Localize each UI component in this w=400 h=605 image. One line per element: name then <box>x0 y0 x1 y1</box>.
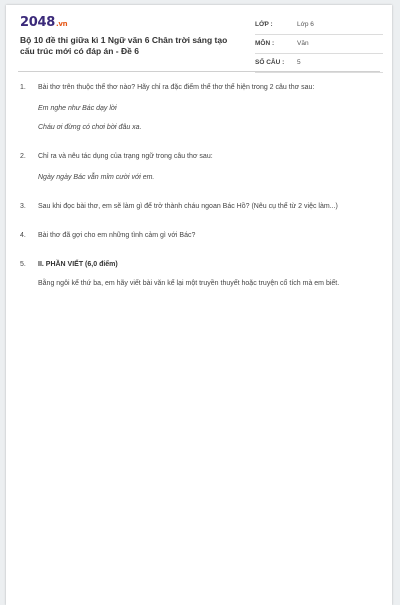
document-meta <box>255 17 383 74</box>
verse-line: Ngày ngày Bác vẫn mỉm cười với em. <box>38 174 155 181</box>
site-logo[interactable] <box>20 15 67 30</box>
question-number: 4. <box>20 232 26 239</box>
meta-label: MÔN : <box>255 40 275 47</box>
question-item <box>20 83 370 132</box>
question-text: Chỉ ra và nêu tác dụng của trạng ngữ trong câu thơ sau: <box>38 153 213 160</box>
meta-row-class <box>255 17 383 35</box>
document-title: Bộ 10 đề thi giữa kì 1 Ngữ văn 6 Chân trời sáng tạo cấu trúc mới có đáp án - Đề 6 <box>20 35 228 56</box>
meta-value: Văn <box>297 40 309 47</box>
question-item <box>20 231 370 240</box>
question-number: 2. <box>20 153 26 160</box>
meta-row-subject <box>255 36 383 54</box>
document-header <box>20 15 380 71</box>
document-page <box>6 5 392 605</box>
section-heading: II. PHẦN VIẾT (6,0 điểm) <box>38 261 118 268</box>
question-text: Bài thơ trên thuộc thể thơ nào? Hãy chỉ ra đặc điểm thể thơ thể hiện trong 2 câu thơ sau: <box>38 84 315 91</box>
question-number: 1. <box>20 84 26 91</box>
question-list <box>20 83 370 309</box>
question-body: Bằng ngôi kể thứ ba, em hãy viết bài văn kể lại một truyền thuyết hoặc truyện cổ tích mà em biết. <box>38 280 340 287</box>
question-item <box>20 152 370 182</box>
question-text: Sau khi đọc bài thơ, em sẽ làm gì để trở thành cháu ngoan Bác Hồ? (Nêu cụ thể từ 2 việc làm...) <box>38 203 338 210</box>
question-item <box>20 202 370 211</box>
question-number: 3. <box>20 203 26 210</box>
verse-line: Cháu ơi đừng có chơi bời đâu xa. <box>38 124 142 131</box>
logo-tld-text: .vn <box>55 20 68 28</box>
meta-label: LỚP : <box>255 21 273 28</box>
meta-value: 5 <box>297 59 301 66</box>
header-divider <box>18 71 380 72</box>
question-text: Bài thơ đã gợi cho em những tình cảm gì với Bác? <box>38 232 196 239</box>
meta-label: SỐ CÂU : <box>255 59 285 66</box>
verse-line: Em nghe như Bác dạy lời <box>38 105 117 112</box>
meta-value: Lớp 6 <box>297 21 314 28</box>
question-item <box>20 260 370 289</box>
logo-main-text: 2048 <box>20 15 55 30</box>
question-number: 5. <box>20 261 26 268</box>
